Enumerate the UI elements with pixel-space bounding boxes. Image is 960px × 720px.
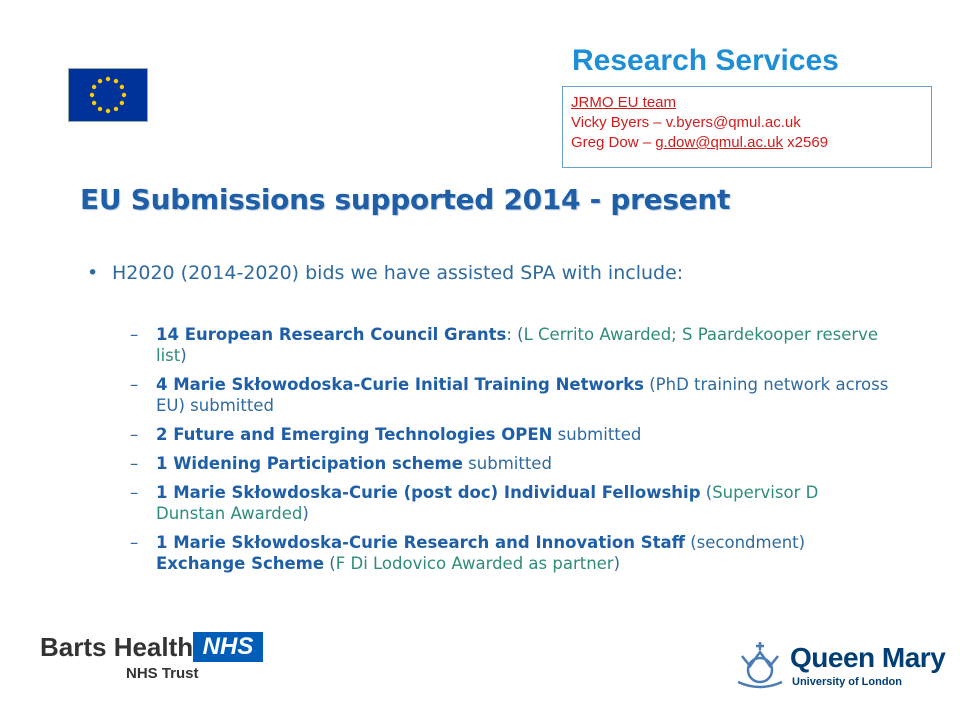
barts-health-logo	[38, 632, 268, 684]
item-highlight: Exchange Scheme	[156, 554, 325, 573]
item-highlight: 4 Marie Skłowodoska-Curie Initial Training Networks	[156, 375, 644, 394]
item-highlight: 1 Marie Skłowdoska-Curie (post doc) Individual Fellowship	[156, 483, 701, 502]
dash-marker: –	[130, 375, 139, 394]
contact-line-vicky: Vicky Byers – v.byers@qmul.ac.uk	[571, 114, 801, 131]
dash-marker: –	[130, 483, 139, 502]
dash-marker: –	[130, 533, 139, 552]
item-award: F Di Lodovico Awarded as partner	[335, 554, 614, 573]
dash-marker: –	[130, 425, 139, 444]
item-highlight: 2 Future and Emerging Technologies OPEN	[156, 425, 553, 444]
item-text: (secondment)	[684, 533, 806, 552]
dash-marker: –	[130, 325, 139, 344]
dash-marker: –	[130, 454, 139, 473]
item-text: )	[613, 554, 621, 573]
contact-box	[562, 86, 932, 168]
queen-mary-name: Queen Mary	[790, 642, 946, 673]
crown-crest-icon	[732, 638, 788, 694]
nhs-trust-label: NHS Trust	[126, 665, 199, 682]
bullet-text: H2020 (2014-2020) bids we have assisted SPA with include:	[112, 262, 684, 284]
contact-line-greg	[571, 133, 923, 153]
bullet-marker: •	[87, 262, 99, 284]
list-item	[130, 374, 890, 416]
eu-stars-icon	[69, 69, 147, 121]
research-services-title: Research Services	[572, 44, 839, 77]
list-item	[130, 482, 890, 524]
item-award: Supervisor D Dunstan Awarded	[156, 483, 819, 523]
item-highlight: 1 Marie Skłowdoska-Curie Research and Innovation Staff	[156, 533, 685, 552]
item-highlight: 14 European Research Council Grants	[156, 325, 507, 344]
slide-title: EU Submissions supported 2014 - present	[80, 183, 731, 216]
item-text: (	[700, 483, 713, 502]
nhs-logo: NHS	[193, 632, 263, 662]
contact-greg-ext: x2569	[783, 134, 829, 151]
item-text: (PhD training network across EU) submitted	[156, 375, 889, 415]
eu-flag-logo	[68, 68, 148, 122]
university-of-london-label: University of London	[792, 676, 902, 688]
contact-team: JRMO EU team	[571, 94, 677, 111]
barts-health-name: Barts Health	[40, 632, 194, 662]
contact-greg-prefix: Greg Dow –	[571, 134, 656, 151]
email-link-greg[interactable]: g.dow@qmul.ac.uk	[655, 134, 783, 151]
item-text: submitted	[462, 454, 552, 473]
list-item	[130, 532, 890, 574]
item-text: )	[180, 346, 187, 365]
item-text: : (	[506, 325, 524, 344]
item-highlight: 1 Widening Participation scheme	[156, 454, 463, 473]
list-item	[130, 424, 890, 445]
list-item	[130, 453, 890, 474]
item-award: L Cerrito Awarded; S Paardekooper reserve list	[156, 325, 879, 365]
sub-item-list	[130, 324, 890, 582]
list-item	[130, 324, 890, 366]
item-text: submitted	[552, 425, 642, 444]
item-text: (	[324, 554, 336, 573]
item-text: )	[302, 504, 309, 523]
queen-mary-logo	[730, 632, 946, 698]
